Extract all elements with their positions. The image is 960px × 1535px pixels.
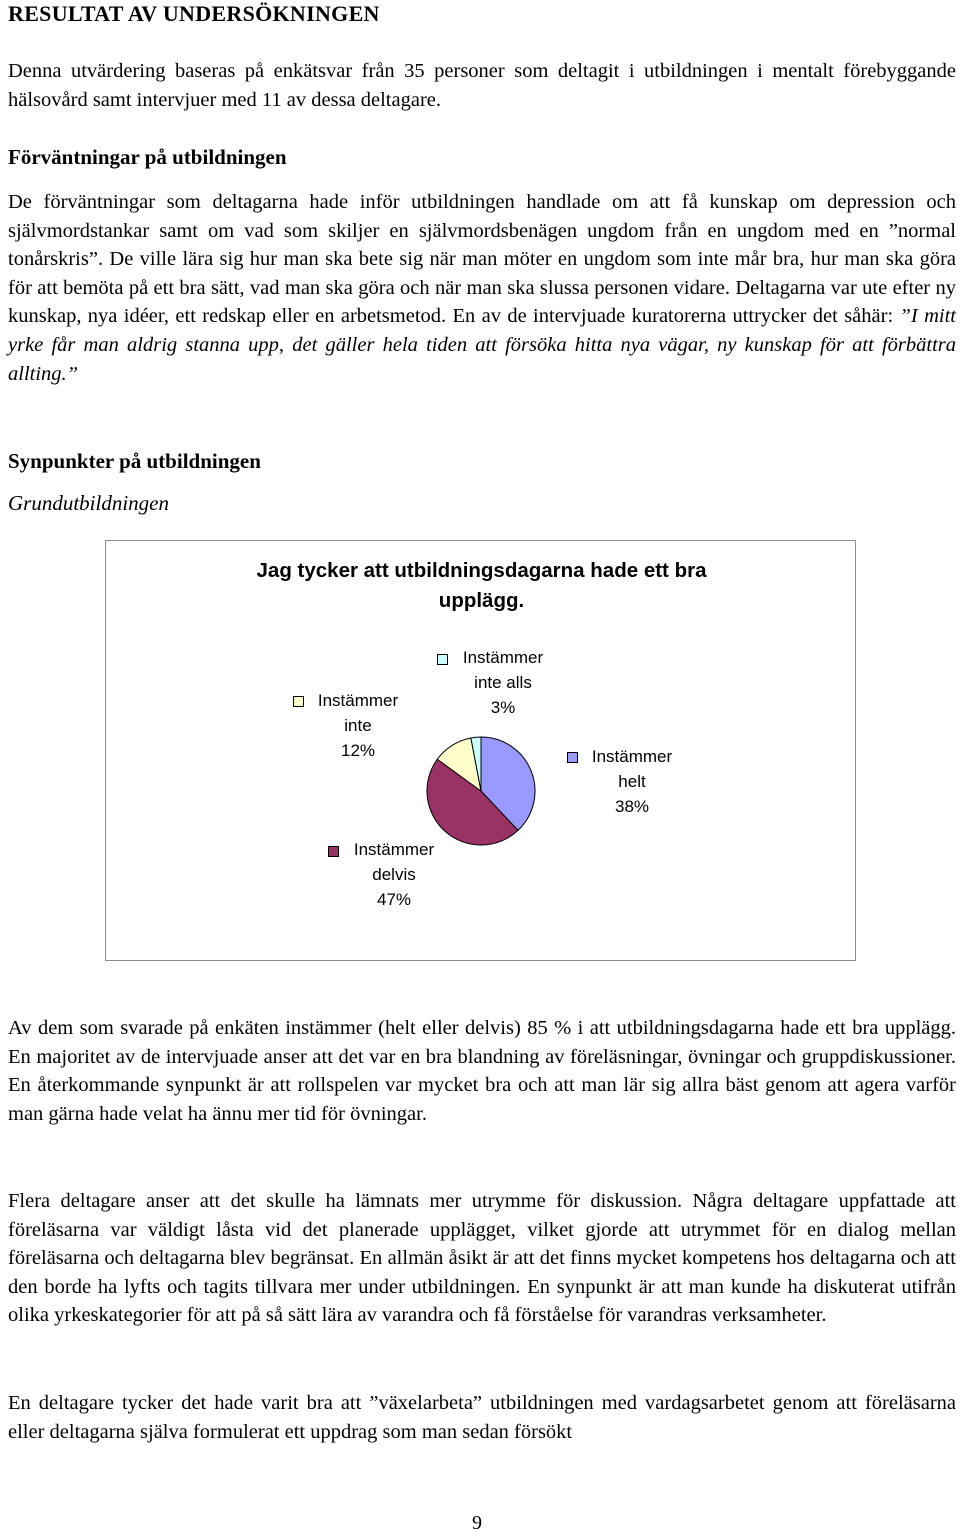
- slice-label-inte-line2: inte: [344, 716, 372, 735]
- slice-label-delvis-line3: 47%: [376, 890, 412, 909]
- subheading-basic-training: Grundutbildningen: [8, 491, 169, 515]
- pie-chart: [105, 540, 856, 961]
- chart-title-line-1: Jag tycker att utbildningsdagarna hade ett bra: [256, 559, 707, 582]
- intro-paragraph: Denna utvärdering baseras på enkätsvar från 35 personer som deltagit i utbildningen i mentalt förebyggande hälsovård samt intervjuer med 11 av dessa deltagare.: [8, 60, 956, 111]
- slice-label-inte-alls-line3: 3%: [490, 698, 516, 717]
- slice-label-inte-alls-line2: inte alls: [474, 673, 532, 692]
- paragraph-after-chart-2: Flera deltagare anser att det skulle ha lämnats mer utrymme för diskussion. Några deltagare uppfattade att föreläsarna var väldigt låsta vid det planerade upplägget, vilket gjorde att utrymmet för en dialog mellan föreläsarna och deltagarna blev begränsat. En allmän åsikt är att det finns mycket kompetens hos deltagarna och att den borde ha lyfts och tagits tillvara mer under utbildningen. En synpunkt är att man kunde ha diskuterat utifrån olika yrkeskategorier för att på så sätt lära av varandra och få förståelse för varandras verksamheter.: [8, 1190, 956, 1327]
- section-heading-opinions: Synpunkter på utbildningen: [8, 449, 261, 473]
- main-heading: RESULTAT AV UNDERSÖKNINGEN: [8, 1, 380, 26]
- slice-label-delvis-line2: delvis: [372, 865, 416, 884]
- expectations-paragraph: [8, 188, 956, 388]
- pie-svg: [106, 541, 855, 960]
- slice-label-delvis: [340, 837, 448, 912]
- page-number: 9: [472, 1512, 482, 1534]
- slice-label-helt-line1: Instämmer: [591, 747, 673, 766]
- slice-label-inte-alls: [449, 645, 557, 720]
- paragraph-after-chart-1: Av dem som svarade på enkäten instämmer (helt eller delvis) 85 % i att utbildningsdagarna hade ett bra upplägg. En majoritet av de intervjuade anser att det var en bra blandning av föreläsningar, övningar och gruppdiskussioner. En återkommande synpunkt är att rollspelen var mycket bra och att man lär sig allra bäst genom att agera varför man gärna hade velat ha ännu mer tid för övningar.: [8, 1017, 956, 1125]
- slice-label-inte-line3: 12%: [340, 741, 376, 760]
- legend-swatch-helt: [567, 752, 578, 763]
- slice-label-helt: [578, 744, 686, 819]
- section-heading-expectations: Förväntningar på utbildningen: [8, 145, 287, 169]
- slice-label-inte-line1: Instämmer: [317, 691, 399, 710]
- chart-title-line-2: upplägg.: [438, 589, 525, 612]
- expectations-text: De förväntningar som deltagarna hade inför utbildningen handlade om att få kunskap om depression och självmordstankar samt om vad som skiljer en självmordsbenägen ungdom från en ungdom med en ”normal tonårskris”. De ville lära sig hur man ska bete sig när man möter en ungdom som inte mår bra, hur man ska göra för att bemöta på ett bra sätt, vad man ska göra och när man ska slussa personen vidare. Deltagarna var ute efter ny kunskap, nya idéer, ett redskap eller en arbetsmetod. En av de intervjuade kuratorerna uttrycker det såhär:: [8, 191, 956, 328]
- slice-label-delvis-line1: Instämmer: [353, 840, 435, 859]
- legend-swatch-inte-alls: [437, 654, 448, 665]
- slice-label-helt-line3: 38%: [614, 797, 650, 816]
- slice-label-inte: [304, 688, 412, 763]
- legend-swatch-inte: [293, 696, 304, 707]
- slice-label-inte-alls-line1: Instämmer: [462, 648, 544, 667]
- paragraph-after-chart-3: En deltagare tycker det hade varit bra att ”växelarbeta” utbildningen med vardagsarbetet genom att föreläsarna eller deltagarna själva formulerat ett uppdrag som man sedan försökt: [8, 1392, 956, 1443]
- slice-label-helt-line2: helt: [618, 772, 646, 791]
- interview-quote: ”I mitt yrke får man aldrig stanna upp, det gäller hela tiden att försöka hitta nya vägar, ny kunskap för att förbättra allting.”: [8, 305, 956, 385]
- legend-swatch-delvis: [328, 846, 339, 857]
